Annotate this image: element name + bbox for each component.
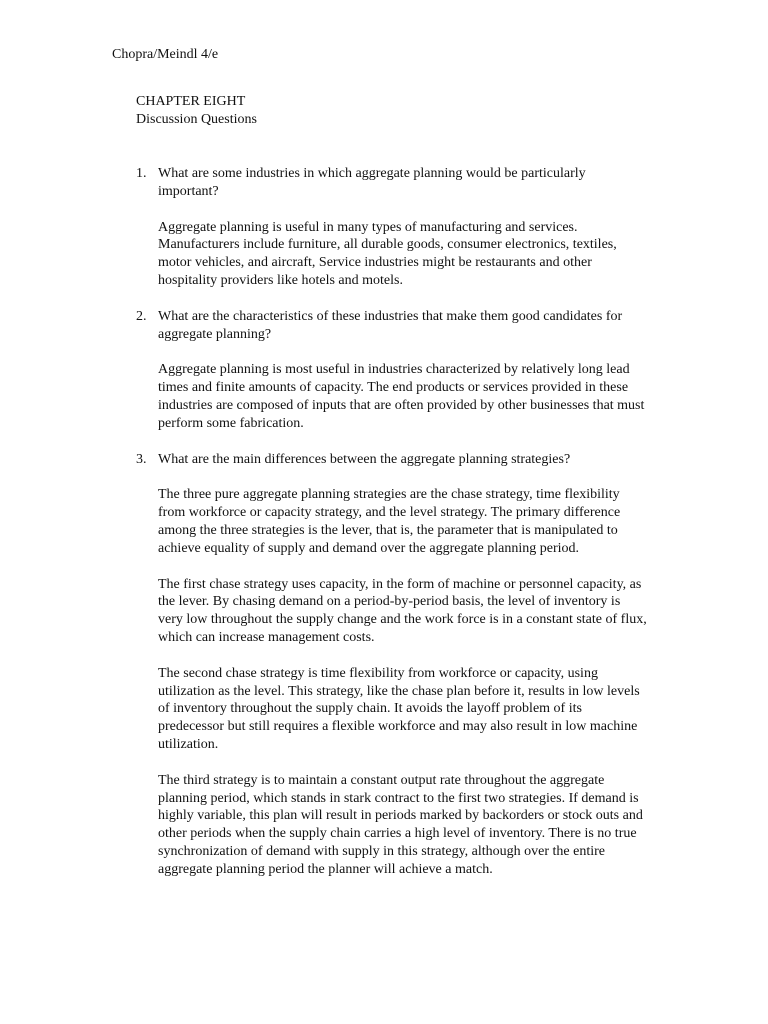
chapter-heading [136,93,257,129]
chapter-title: CHAPTER EIGHT [136,94,246,109]
answer-paragraph: The third strategy is to maintain a constant output rate throughout the aggregate planning period, which stands in stark contract to the first two strategies. If demand is highly variable, this plan will result in periods marked by backorders or stock outs and other periods when the supply chain carries a high level of inventory. There is no true synchronization of demand with supply in this strategy, although over the entire aggregate planning period the planner will achieve a match. [158,772,643,877]
question-number: 2. [136,308,147,324]
question-number: 1. [136,166,147,181]
question-text: What are the characteristics of these industries that make them good candidates for aggregate planning? [158,308,623,342]
question-text: What are the main differences between the aggregate planning strategies? [158,451,571,467]
question-item [136,451,656,879]
answer-paragraph: Aggregate planning is useful in many types of manufacturing and services. Manufacturers include furniture, all durable goods, consumer electronics, textiles, motor vehicles, and aircraft, Service industries might be restaurants and other hospitality providers like hotels and motels. [158,219,617,288]
course-header: Chopra/Meindl 4/e [112,47,219,62]
question-number: 3. [136,451,147,467]
question-text: What are some industries in which aggregate planning would be particularly important? [158,166,586,199]
answer-paragraph: The three pure aggregate planning strategies are the chase strategy, time flexibility from workforce or capacity strategy, and the level strategy. The primary difference among the three strategies is the lever, that is, the parameter that is manipulated to achieve equality of supply and demand over the aggregate planning period. [158,487,621,556]
question-item [136,165,656,290]
answer-paragraph: Aggregate planning is most useful in industries characterized by relatively long lead times and finite amounts of capacity. The end products or services provided in these industries are composed of inputs that are often provided by other businesses that must perform some fabrication. [158,362,645,431]
answer-paragraph: The second chase strategy is time flexibility from workforce or capacity, using utilization as the level. This strategy, like the chase plan before it, results in low levels of inventory throughout the supply chain. It avoids the layoff problem of its predecessor but still requires a flexible workforce and may also result in low machine utilization. [158,665,640,752]
chapter-subtitle: Discussion Questions [136,111,257,127]
answer-paragraph: The first chase strategy uses capacity, in the form of machine or personnel capacity, as the lever. By chasing demand on a period-by-period basis, the level of inventory is very low throughout the supply change and the work force is in a constant state of flux, which can increase management costs. [158,576,647,645]
question-item [136,308,656,433]
question-list [136,165,656,879]
